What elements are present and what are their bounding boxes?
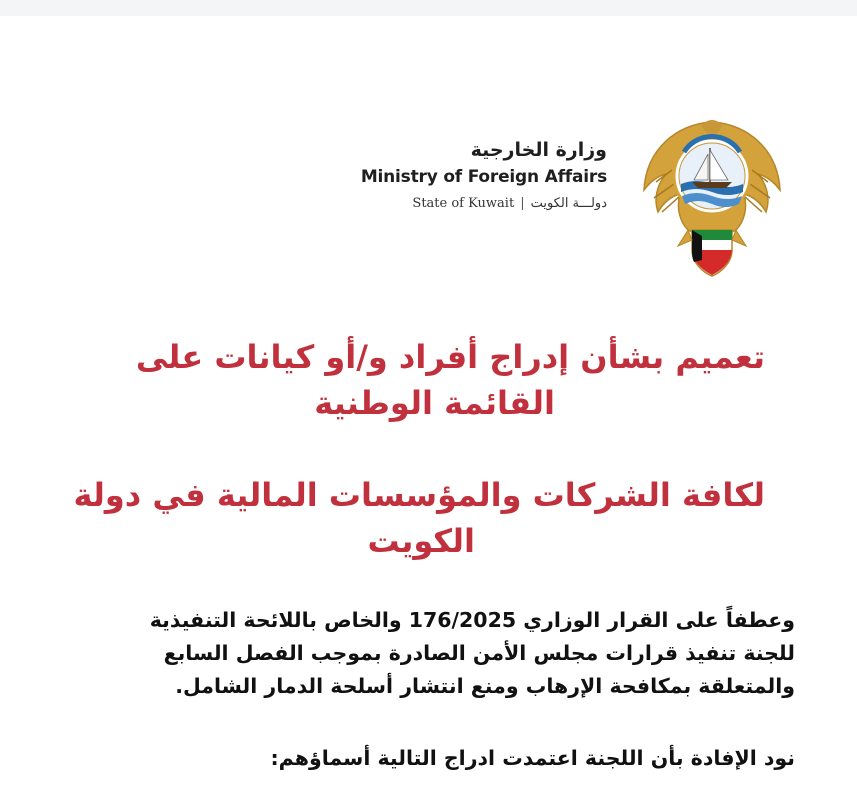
ministry-name-english: Ministry of Foreign Affairs bbox=[360, 167, 607, 187]
kuwait-state-emblem-icon bbox=[636, 112, 788, 282]
top-strip bbox=[0, 0, 857, 16]
circular-title-line-2: القائمة الوطنية bbox=[314, 384, 555, 422]
state-name-arabic: دولـــة الكويت bbox=[530, 196, 607, 211]
state-line bbox=[361, 192, 607, 216]
body-paragraph-2 bbox=[40, 742, 795, 775]
body-paragraph-2-line-1: نود الإفادة بأن اللجنة اعتمدت ادراج التالية أسماؤهم: bbox=[270, 746, 795, 770]
body-paragraph-1-line-1: وعطفاً على القرار الوزاري 176/2025 والخاص باللائحة التنفيذية bbox=[149, 608, 795, 632]
circular-title bbox=[60, 334, 765, 426]
circular-audience-line-2: الكويت bbox=[367, 522, 475, 560]
state-name-english: State of Kuwait bbox=[412, 196, 515, 211]
ministry-name-arabic: وزارة الخارجية bbox=[470, 139, 607, 161]
letterhead bbox=[0, 110, 857, 280]
body-paragraph-1 bbox=[40, 604, 795, 703]
circular-audience-line-1: لكافة الشركات والمؤسسات المالية في دولة bbox=[73, 476, 765, 514]
circular-title-line-1: تعميم بشأن إدراج أفراد و/أو كيانات على bbox=[135, 338, 765, 376]
circular-audience bbox=[60, 472, 765, 564]
body-paragraph-1-line-3: والمتعلقة بمكافحة الإرهاب ومنع انتشار أسلحة الدمار الشامل. bbox=[175, 674, 795, 698]
body-paragraph-1-line-2: للجنة تنفيذ قرارات مجلس الأمن الصادرة بموجب الفصل السابع bbox=[163, 641, 795, 665]
ministry-text-block bbox=[361, 138, 607, 216]
state-separator: | bbox=[520, 196, 525, 211]
